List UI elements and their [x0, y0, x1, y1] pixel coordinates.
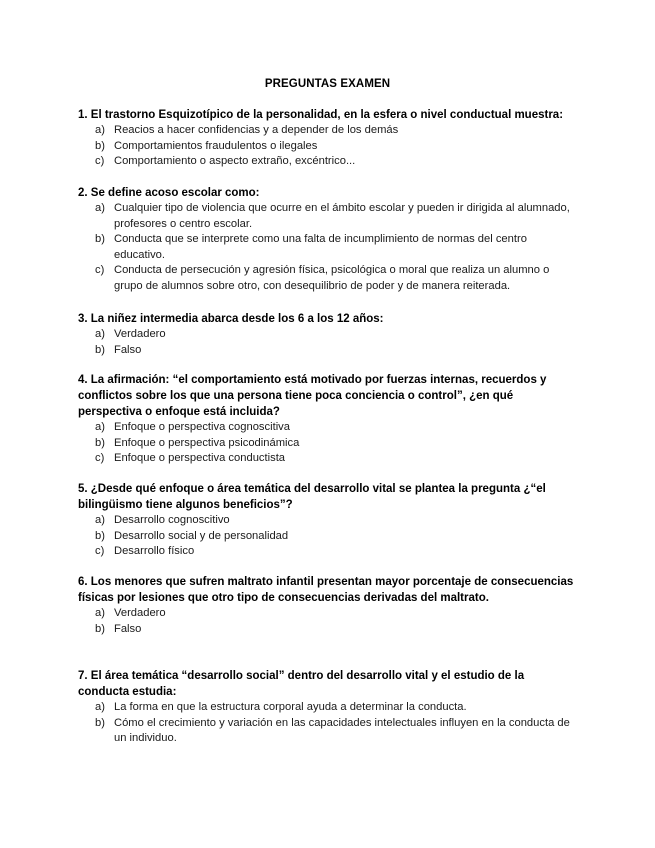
option-letter: a) — [95, 124, 105, 136]
options-list — [78, 201, 578, 294]
option-text: Comportamientos fraudulentos o ilegales — [114, 139, 318, 152]
option-letter: b) — [95, 622, 105, 635]
question-7 — [78, 668, 578, 747]
option-letter: b) — [95, 716, 105, 729]
question-text: 1. El trastorno Esquizotípico de la personalidad, en la esfera o nivel conductual muestra: — [78, 109, 564, 121]
option-text: Reacios a hacer confidencias y a depender de los demás — [114, 124, 399, 136]
option-c — [78, 451, 578, 467]
option-text: Verdadero — [114, 328, 166, 340]
option-text: Cualquier tipo de violencia que ocurre en el ámbito escolar y pueden ir dirigida al alumnado, profesores o centro escolar. — [114, 202, 570, 230]
option-text: Enfoque o perspectiva cognoscitiva — [114, 421, 291, 433]
options-list — [78, 606, 578, 637]
option-letter: b) — [95, 343, 105, 356]
options-list — [78, 513, 578, 560]
page-title: PREGUNTAS EXAMEN — [264, 78, 391, 90]
question-text: 5. ¿Desde qué enfoque o área temática del desarrollo vital se plantea la pregunta ¿“el bilingüismo tiene algunos beneficios”? — [78, 483, 546, 511]
option-text: Enfoque o perspectiva conductista — [114, 452, 286, 464]
question-3 — [78, 311, 578, 358]
option-letter: a) — [95, 421, 105, 433]
options-list — [78, 700, 578, 747]
option-b — [78, 716, 578, 747]
question-2 — [78, 185, 578, 294]
option-letter: c) — [95, 264, 105, 276]
option-letter: c) — [95, 452, 105, 464]
option-letter: b) — [95, 139, 105, 152]
option-b — [78, 622, 578, 638]
option-text: Conducta que se interprete como una falta de incumplimiento de normas del centro educativo. — [114, 233, 527, 261]
option-text: Desarrollo cognoscitivo — [114, 514, 230, 526]
option-a — [78, 327, 578, 343]
option-letter: b) — [95, 436, 105, 449]
option-text: Verdadero — [114, 607, 166, 619]
option-c — [78, 544, 578, 560]
question-text: 2. Se define acoso escolar como: — [78, 187, 260, 199]
option-text: Conducta de persecución y agresión física, psicológica o moral que realiza un alumno o grupo de alumnos sobre otro, con desequilibrio de poder y de manera reiterada. — [114, 264, 550, 292]
option-b — [78, 139, 578, 155]
option-a — [78, 513, 578, 529]
option-letter: b) — [95, 233, 105, 245]
option-letter: a) — [95, 514, 105, 526]
option-a — [78, 420, 578, 436]
option-text: Desarrollo social y de personalidad — [114, 529, 289, 542]
option-letter: c) — [95, 545, 105, 557]
options-list — [78, 123, 578, 170]
question-6 — [78, 574, 578, 637]
option-letter: a) — [95, 607, 105, 619]
option-letter: a) — [95, 202, 105, 214]
option-letter: c) — [95, 155, 105, 167]
option-b — [78, 232, 578, 263]
option-a — [78, 123, 578, 139]
option-text: Cómo el crecimiento y variación en las capacidades intelectuales influyen en la conducta de un individuo. — [114, 716, 570, 744]
question-5 — [78, 481, 578, 560]
option-text: Falso — [114, 622, 142, 635]
question-text: 6. Los menores que sufren maltrato infantil presentan mayor porcentaje de consecuencias físicas por lesiones que otro tipo de consecuencias derivadas del maltrato. — [78, 576, 574, 604]
question-4 — [78, 372, 578, 467]
option-letter: a) — [95, 328, 105, 340]
option-b — [78, 436, 578, 452]
question-text: 7. El área temática “desarrollo social” dentro del desarrollo vital y el estudio de la conducta estudia: — [78, 670, 525, 698]
options-list — [78, 420, 578, 467]
option-text: Comportamiento o aspecto extraño, excéntrico... — [114, 155, 356, 167]
option-letter: b) — [95, 529, 105, 542]
option-a — [78, 700, 578, 716]
question-1 — [78, 107, 578, 170]
option-c — [78, 263, 578, 294]
option-letter: a) — [95, 701, 105, 713]
option-b — [78, 529, 578, 545]
options-list — [78, 327, 578, 358]
option-c — [78, 154, 578, 170]
option-a — [78, 606, 578, 622]
question-text: 4. La afirmación: “el comportamiento está motivado por fuerzas internas, recuerdos y conflictos sobre los que una persona tiene poca conciencia o control”, ¿en qué perspectiva o enfoque está incluida? — [78, 374, 547, 418]
option-text: La forma en que la estructura corporal ayuda a determinar la conducta. — [114, 701, 467, 713]
question-text: 3. La niñez intermedia abarca desde los 6 a los 12 años: — [78, 313, 384, 325]
option-text: Desarrollo físico — [114, 545, 195, 557]
option-a — [78, 201, 578, 232]
option-text: Enfoque o perspectiva psicodinámica — [114, 436, 300, 449]
option-text: Falso — [114, 343, 142, 356]
option-b — [78, 343, 578, 359]
